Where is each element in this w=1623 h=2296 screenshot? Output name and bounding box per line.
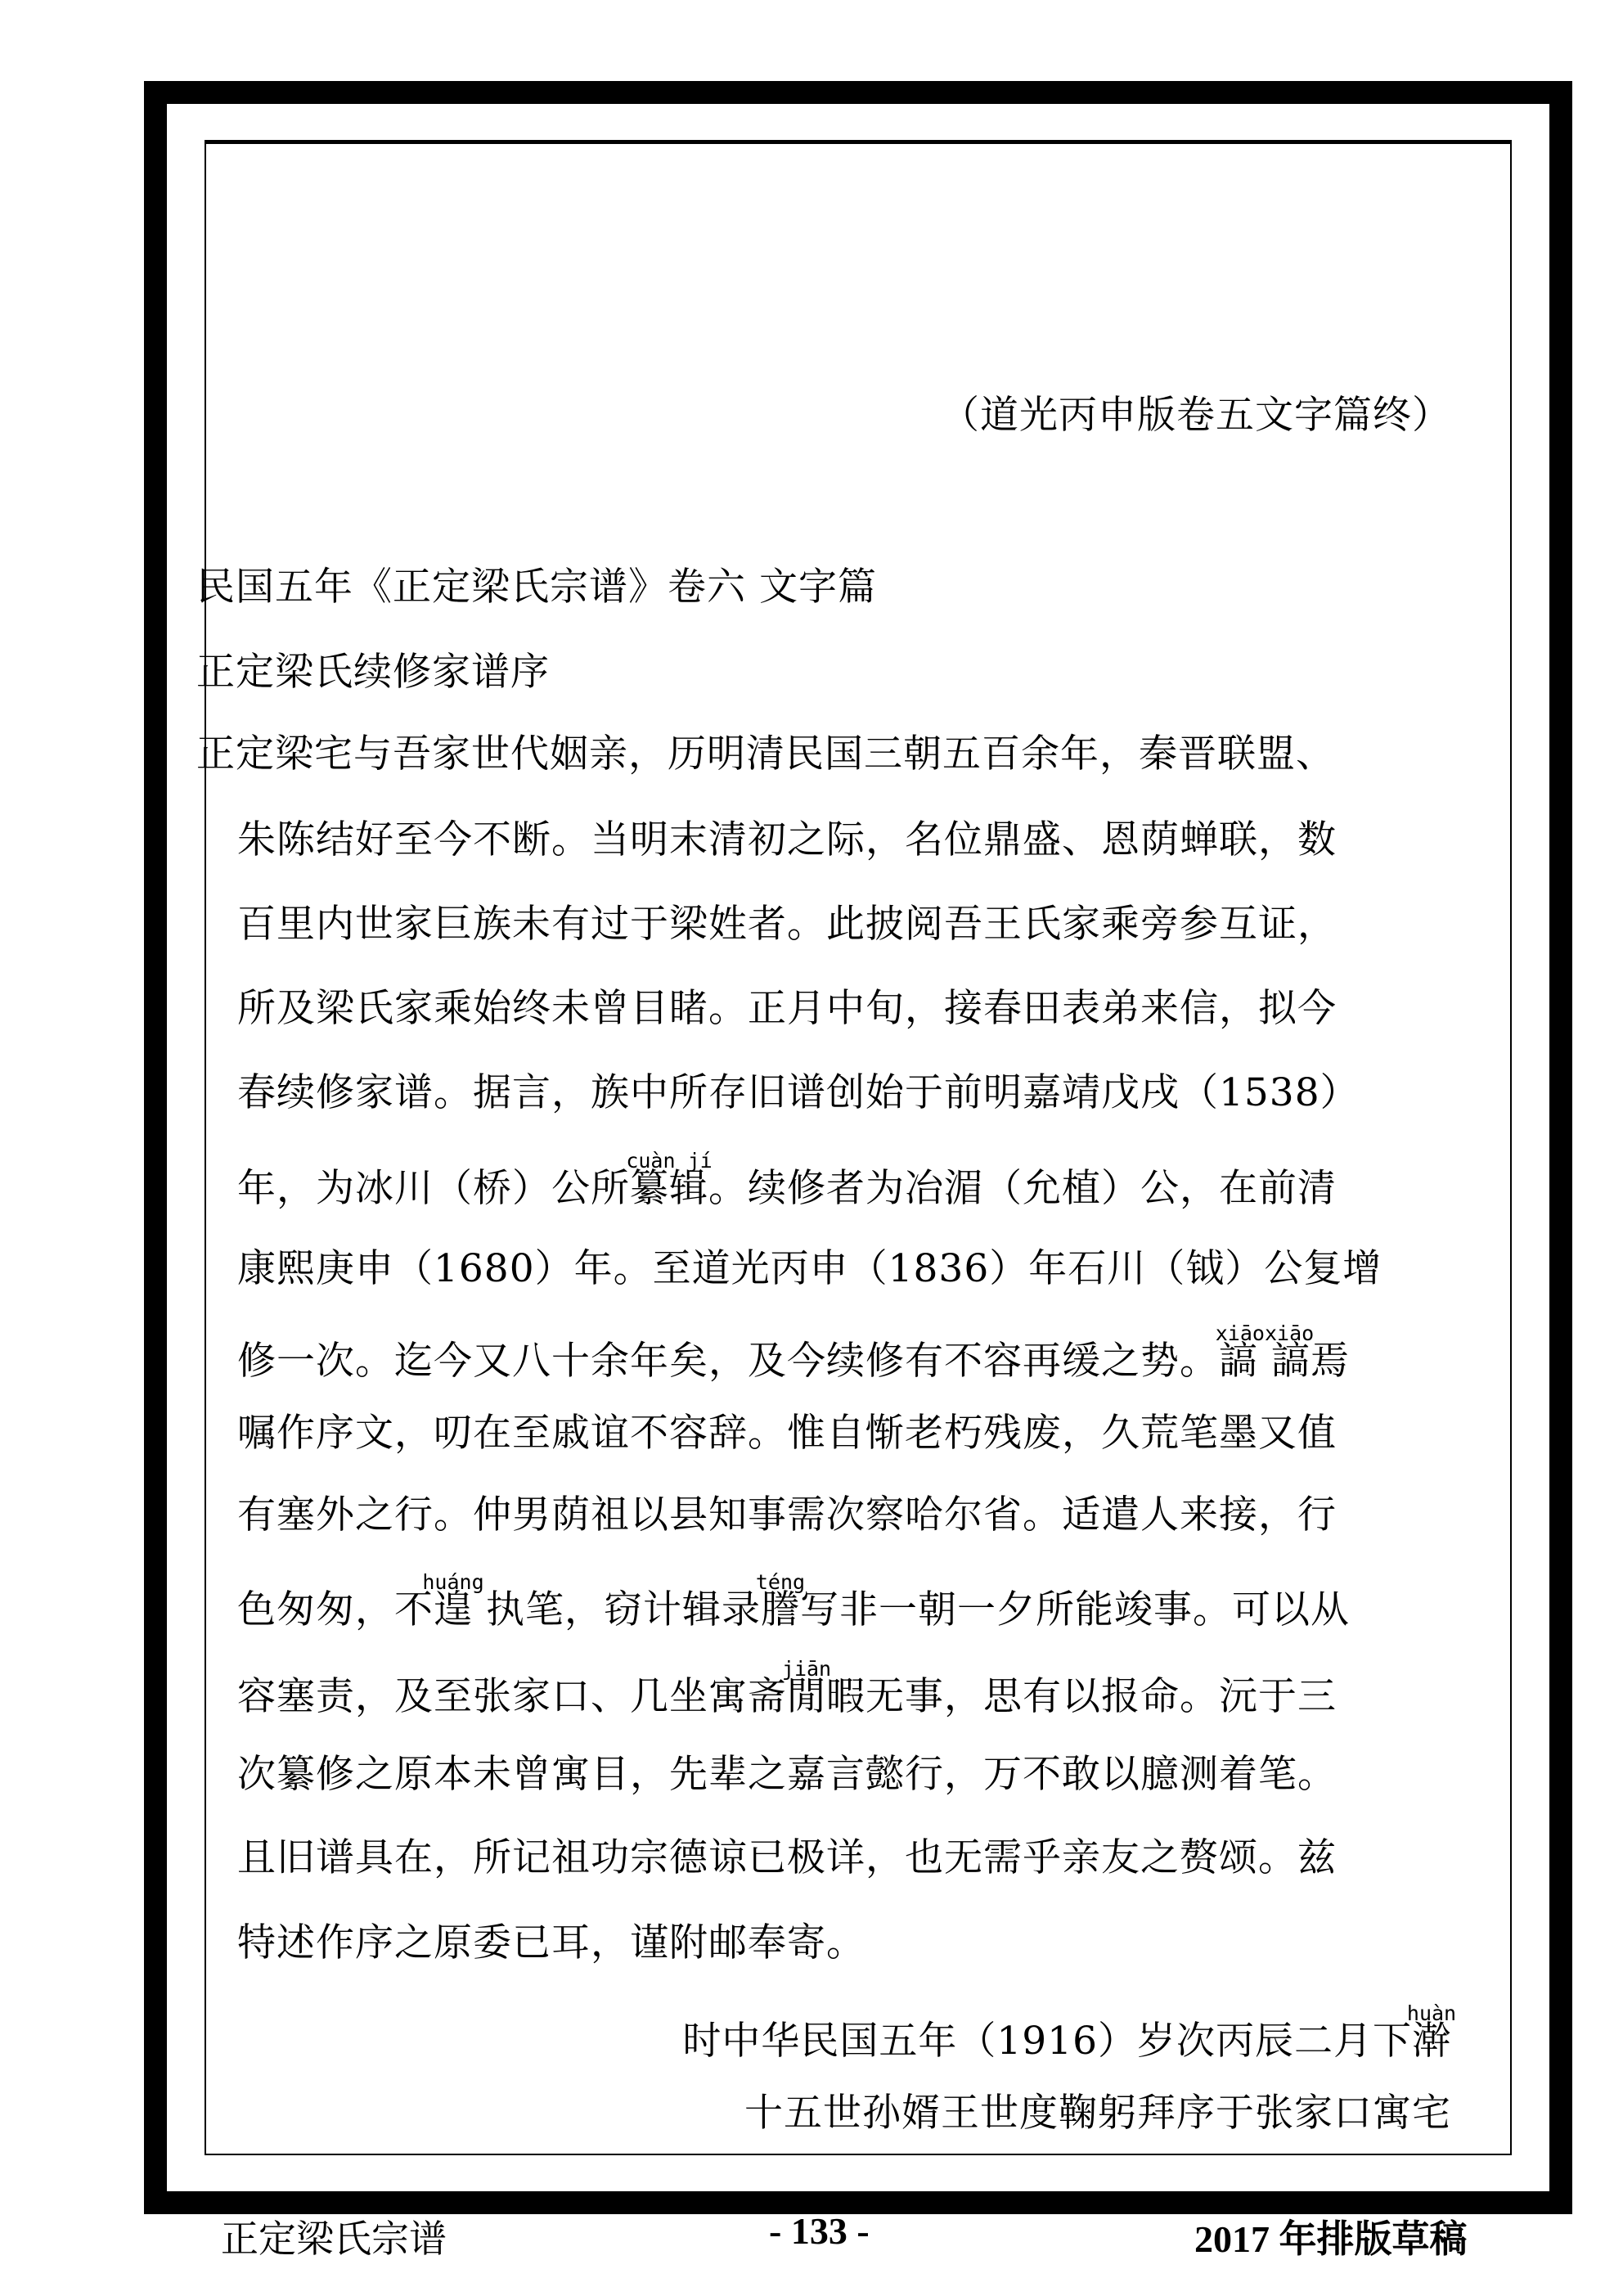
closing-note: （道光丙申版卷五文字篇终） xyxy=(941,393,1451,438)
line-text: 容塞责，及至张家口、几坐寓斋 xyxy=(237,1674,787,1719)
signature-date xyxy=(682,2001,1457,2066)
paragraph-line xyxy=(237,1657,1337,1722)
pinyin-annotation: téng xyxy=(755,1570,806,1594)
annotated-chars: 澣 xyxy=(1412,2019,1451,2064)
paragraph-line: 所及梁氏家乘始终未曾目睹。正月中旬，接春田表弟来信，拟今 xyxy=(237,986,1337,1031)
annotated-word xyxy=(781,1657,832,1722)
footer-book-title: 正定梁氏宗谱 xyxy=(221,2218,447,2260)
page-footer xyxy=(0,2209,1623,2267)
annotated-chars: 遑 xyxy=(434,1587,473,1632)
pinyin-annotation: jiān xyxy=(781,1657,832,1681)
pinyin-annotation: xiāoxiāo xyxy=(1215,1321,1315,1345)
paragraph-line: 百里内世家巨族未有过于梁姓者。此披阅吾王氏家乘旁参互证， xyxy=(237,902,1337,947)
annotated-word xyxy=(626,1149,713,1213)
paragraph-line: 康熙庚申（1680）年。至道光丙申（1836）年石川（钺）公复增 xyxy=(237,1246,1382,1291)
signature-author: 十五世孙婿王世度鞠躬拜序于张家口寓宅 xyxy=(744,2091,1451,2136)
line-text: 暇无事，思有以报命。沅于三 xyxy=(826,1674,1337,1719)
line-text: 色匆匆，不 xyxy=(237,1587,434,1632)
annotated-chars: 纂辑 xyxy=(630,1166,708,1211)
paragraph-line: 春续修家谱。据言，族中所存旧谱创始于前明嘉靖戊戌（1538） xyxy=(237,1070,1360,1115)
line-text: 执笔，窃计辑录 xyxy=(473,1587,761,1632)
paragraph-line xyxy=(237,1321,1350,1386)
paragraph-line: 特述作序之原委已耳，谨附邮奉寄。 xyxy=(237,1920,865,1965)
pinyin-annotation: cuàn jí xyxy=(626,1149,713,1173)
footer-draft-label: 2017 年排版草稿 xyxy=(1194,2218,1468,2260)
annotated-word xyxy=(755,1570,806,1635)
paragraph-line: 嘱作序文，叨在至戚谊不容辞。惟自惭老朽残废，久荒笔墨又值 xyxy=(237,1411,1337,1456)
line-text: 年，为冰川（桥）公所 xyxy=(237,1166,630,1211)
annotated-chars: 謞 謞 xyxy=(1219,1339,1311,1384)
line-text: 。续修者为冶湄（允植）公，在前清 xyxy=(708,1166,1337,1211)
line-text: 修一次。迄今又八十余年矣，及今续修有不容再缓之势。 xyxy=(237,1339,1219,1384)
pinyin-annotation: huàn xyxy=(1406,2001,1457,2025)
line-text: 写非一朝一夕所能竣事。可以从 xyxy=(799,1587,1350,1632)
paragraph-line xyxy=(237,1149,1337,1213)
article-title: 正定梁氏续修家谱序 xyxy=(196,650,550,695)
paragraph-line xyxy=(237,1570,1350,1635)
footer-page-number: - 133 - xyxy=(769,2210,870,2252)
annotated-word xyxy=(1215,1321,1315,1386)
annotated-chars: 謄 xyxy=(760,1587,800,1632)
paragraph-line: 正定梁宅与吾家世代姻亲，历明清民国三朝五百余年，秦晋联盟、 xyxy=(196,732,1335,777)
paragraph-line: 且旧谱具在，所记祖功宗德谅已极详，也无需乎亲友之赘颂。兹 xyxy=(237,1835,1337,1880)
paragraph-line: 次纂修之原本未曾寓目，先辈之嘉言懿行，万不敢以臆测着笔。 xyxy=(237,1752,1337,1797)
section-title: 民国五年《正定梁氏宗谱》卷六 文字篇 xyxy=(196,565,877,610)
annotated-word xyxy=(422,1570,484,1635)
annotated-word xyxy=(1406,2001,1457,2066)
paragraph-line: 有塞外之行。仲男荫祖以县知事需次察哈尔省。适遣人来接，行 xyxy=(237,1492,1337,1537)
pinyin-annotation: huáng xyxy=(422,1570,484,1594)
paragraph-line: 朱陈结好至今不断。当明末清初之际，名位鼎盛、恩荫蝉联，数 xyxy=(237,817,1337,862)
line-text: 焉 xyxy=(1310,1339,1350,1384)
annotated-chars: 閒 xyxy=(787,1674,826,1719)
line-text: 时中华民国五年（1916）岁次丙辰二月下 xyxy=(682,2019,1412,2064)
